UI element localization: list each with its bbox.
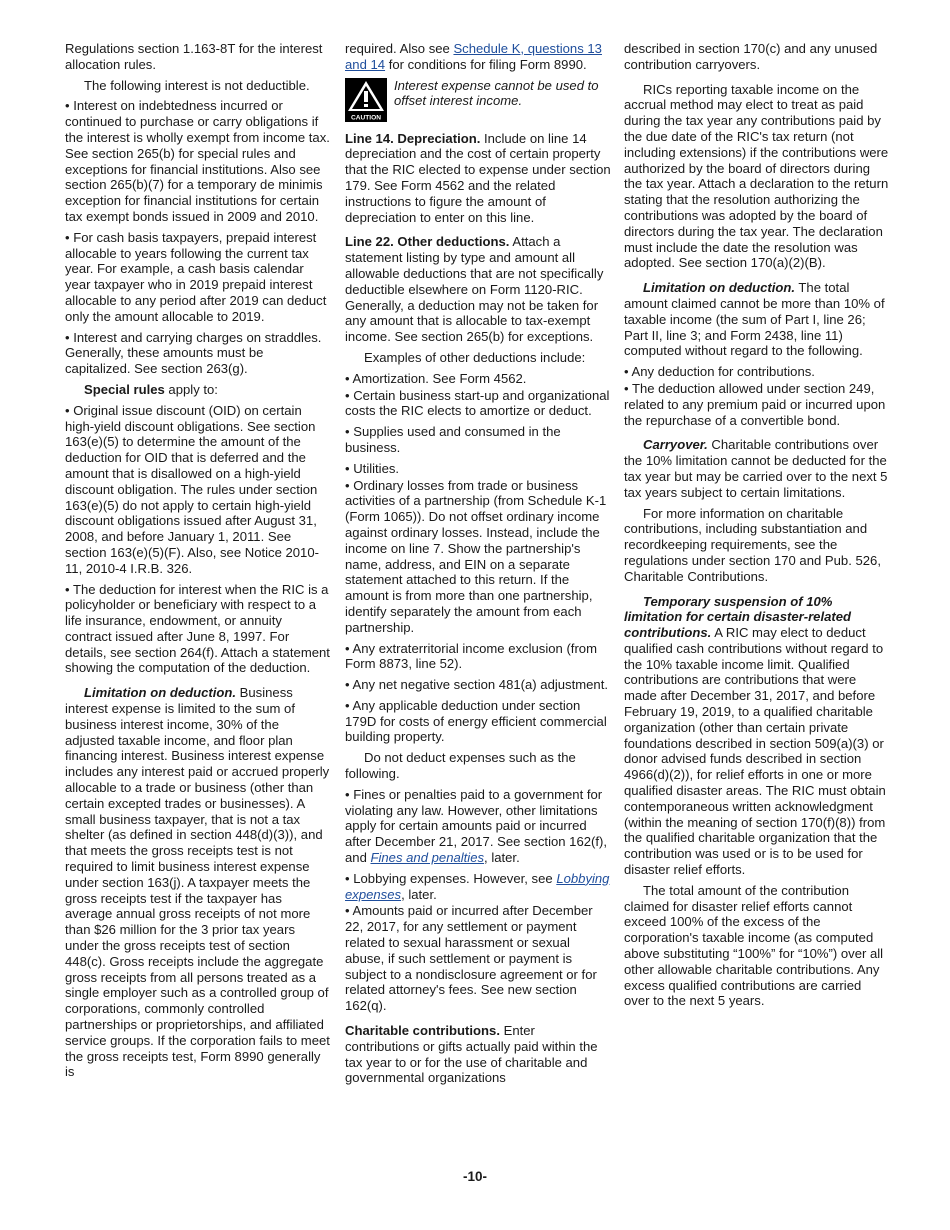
special-rules-heading: Special rules xyxy=(84,381,165,397)
column-2 xyxy=(345,41,611,1091)
text: , later. xyxy=(401,886,437,902)
fines-penalties-link[interactable]: Fines and penalties xyxy=(370,850,485,866)
caution-label: CAUTION xyxy=(350,114,382,122)
charitable-paragraph xyxy=(345,1023,611,1086)
bullet-item: • Utilities. xyxy=(345,460,400,476)
limitation-paragraph xyxy=(65,685,331,1080)
text: • Lobbying expenses. However, see xyxy=(345,870,557,886)
temporary-suspension-paragraph xyxy=(624,594,890,878)
paragraph: Do not deduct expenses such as the following. xyxy=(345,750,576,782)
bullet-item: • Any net negative section 481(a) adjustment. xyxy=(345,677,608,693)
caution-text: Interest expense cannot be used to offset interest income. xyxy=(394,77,599,109)
text: • Fines or penalties paid to a government for violating any law. However, other limitations apply for certain amounts paid or incurred after December 21, 2017. See section 162(f), and xyxy=(345,786,608,866)
bullet-item: • Supplies used and consumed in the business. xyxy=(345,424,561,455)
special-rules-paragraph xyxy=(65,382,331,398)
carryover-paragraph xyxy=(624,437,890,500)
caution-box xyxy=(345,78,611,122)
bullet-item: • Original issue discount (OID) on certain high-yield discount obligations. See section 163(e)(5) to determine the amount of the deduction for OID that is deferred and the amount that is disallowed on a high-yield discount obligation. The rules under section 163(e)(5) do not apply to certain high-yield discount obligations issued after August 31, 2008, and before January 1, 2011. See section 163(e)(5)(F). Also, see Notice 2010-11, 2010-4 I.R.B. 326. xyxy=(65,402,319,576)
bullet-item: • Amounts paid or incurred after December 22, 2017, for any settlement or payment related to sexual harassment or sexual abuse, if such settlement or payment is subject to a nondisclosure agreement or for related attorney's fees. See new section 162(q). xyxy=(345,903,597,1014)
lobbying-expenses-link[interactable]: Lobbying expenses xyxy=(345,870,610,902)
temporary-suspension-text: A RIC may elect to deduct qualified cash contributions without regard to the 10% taxable income limit. Qualified contributions are contributions that were made after December 31, 2017, and before February 19, 2019, to a qualified charitable organization (other than certain private foundations described in section 509(a)(3) or donor advised funds described in section 4966(d)(2)), for relief efforts in one or more qualified disaster areas. The RIC must obtain contemporaneous written acknowledgment (within the meaning of section 170(f)(8)) from the qualified charitable organization that the contribution was used or is to be used for disaster relief efforts. xyxy=(624,625,886,878)
paragraph: Examples of other deductions include: xyxy=(364,349,586,365)
column-3 xyxy=(624,41,890,1014)
limitation-paragraph xyxy=(624,280,890,359)
line-14-heading: Line 14. Depreciation. xyxy=(345,130,481,146)
text: for conditions for filing Form 8990. xyxy=(385,56,587,72)
bullet-item: • Any applicable deduction under section 179D for costs of energy efficient commercial building property. xyxy=(345,697,607,745)
special-rules-text: apply to: xyxy=(164,381,218,397)
carryover-text: Charitable contributions over the 10% limitation cannot be deducted for the tax year but may be carried over to the next 5 tax years subject to certain limitations. xyxy=(624,437,888,500)
paragraph: described in section 170(c) and any unused contribution carryovers. xyxy=(624,41,878,72)
limitation-heading: Limitation on deduction. xyxy=(643,280,796,296)
paragraph: The total amount of the contribution claimed for disaster relief efforts cannot exceed 100% of the excess of the corporation's taxable income (as computed above substituting “100%” for “10%”) over all other allowable charitable contributions. Any excess qualified contributions are carried over to the next 5 years. xyxy=(624,882,884,1009)
bullet-item: • Interest on indebtedness incurred or continued to purchase or carry obligations if the interest is wholly exempt from income tax. See section 265(b) for special rules and exceptions for financial institutions. Also see section 265(b)(7) for a temporary de minimis exception for financial institutions for certain tax exempt bonds issued in 2009 and 2010. xyxy=(65,98,330,224)
bullet-item: • Ordinary losses from trade or business activities of a partnership (from Schedule K-1 (Form 1065)). Do not offset ordinary income against ordinary losses. Instead, include the income on line 7. Show the partnership's name, address, and EIN on a separate statement attached to this return. If the amount is from more than one partnership, identify separately the amount from each partnership. xyxy=(345,477,607,635)
paragraph xyxy=(345,41,611,73)
schedule-k-link[interactable]: Schedule K, questions 13 and 14 xyxy=(345,41,602,72)
column-1 xyxy=(65,41,331,1085)
bullet-item: • The deduction allowed under section 249, related to any premium paid or incurred upon the repurchase of a convertible bond. xyxy=(624,380,886,428)
paragraph: Regulations section 1.163-8T for the interest allocation rules. xyxy=(65,41,323,72)
carryover-heading: Carryover. xyxy=(643,437,708,453)
charitable-heading: Charitable contributions. xyxy=(345,1023,500,1039)
bullet-item: • Any extraterritorial income exclusion (from Form 8873, line 52). xyxy=(345,640,597,672)
bullet-item: • Certain business start-up and organizational costs the RIC elects to amortize or deduct. xyxy=(345,387,610,419)
paragraph: RICs reporting taxable income on the accrual method may elect to treat as paid during the tax year any contributions paid by the due date of the RIC's tax return (not including extensions) if the contributions were authorized by the board of directors during the tax year. Attach a declaration to the return stating that the resolution authorizing the contributions was adopted by the board of directors during the tax year. The declaration must include the date the resolution was adopted. See section 170(a)(2)(B). xyxy=(624,81,889,271)
limitation-text: Business interest expense is limited to the sum of business interest income, 30% of the adjusted taxable income, and floor plan financing interest. Business interest expense includes any interest paid or accrued properly allocable to a trade or business (other than certain excepted trades or businesses). A small business taxpayer, that is not a tax shelter (as defined in section 448(d)(3)), and that meets the gross receipts test is not required to limit business interest expense under section 163(j). A taxpayer meets the gross receipts test if the taxpayer has average annual gross receipts of not more than $26 million for the 3 prior tax years under the gross receipts test of section 448(c). Gross receipts include the aggregate gross receipts from all persons treated as a single employer such as a controlled group of corporations, commonly controlled partnerships or proprietorships, and affiliated service groups. If the corporation fails to meet the gross receipts test, Form 8990 generally is xyxy=(65,685,330,1080)
temporary-suspension-heading: Temporary suspension of 10% limitation for certain disaster-related contributions. xyxy=(624,593,852,641)
paragraph: The following interest is not deductible. xyxy=(84,77,310,93)
limitation-heading: Limitation on deduction. xyxy=(84,685,237,701)
line-22-text: Attach a statement listing by type and amount all allowable deductions that are not specifically deductible elsewhere on Form 1120-RIC. Generally, a deduction may not be taken for any amount that is allocable to tax-exempt income. See section 265(b) for exceptions. xyxy=(345,234,604,345)
bullet-item: • Amortization. See Form 4562. xyxy=(345,370,527,386)
paragraph: For more information on charitable contributions, including substantiation and recordkeeping requirements, see the regulations under section 170 and Pub. 526, Charitable Contributions. xyxy=(624,505,881,584)
bullet-item: • Any deduction for contributions. xyxy=(624,364,815,380)
line-22-paragraph xyxy=(345,234,611,345)
bullet-item: • The deduction for interest when the RIC is a policyholder or beneficiary with respect to a life insurance, endowment, or annuity contract issued after June 8, 1997. For details, see section 264(f). Attach a statement showing the computation of the deduction. xyxy=(65,581,330,676)
page-number: -10- xyxy=(462,1169,487,1184)
bullet-item: • For cash basis taxpayers, prepaid interest allocable to years following the current tax year. For example, a cash basis calendar year taxpayer who in 2019 prepaid interest allocable to any period after 2019 can deduct only the amount allocable to 2019. xyxy=(65,229,327,324)
charitable-text: Enter contributions or gifts actually paid within the tax year to or for the use of charitable and governmental organizations xyxy=(345,1023,598,1086)
line-22-heading: Line 22. Other deductions. xyxy=(345,234,510,250)
text: required. Also see xyxy=(345,41,454,56)
line-14-paragraph xyxy=(345,131,611,226)
caution-icon xyxy=(345,78,387,122)
bullet-item xyxy=(345,787,611,866)
bullet-item xyxy=(345,871,611,903)
limitation-text: The total amount claimed cannot be more than 10% of taxable income (the sum of Part I, line 26; Part II, line 3; and Form 2438, line 11) computed without regard to the following. xyxy=(624,280,885,359)
bullet-item: • Interest and carrying charges on straddles. Generally, these amounts must be capitalized. See section 263(g). xyxy=(65,329,322,377)
line-14-text: Include on line 14 depreciation and the cost of certain property that the RIC elected to expense under section 179. See Form 4562 and the related instructions to figure the amount of depreciation to enter on this line. xyxy=(345,130,611,225)
text: , later. xyxy=(484,850,520,866)
